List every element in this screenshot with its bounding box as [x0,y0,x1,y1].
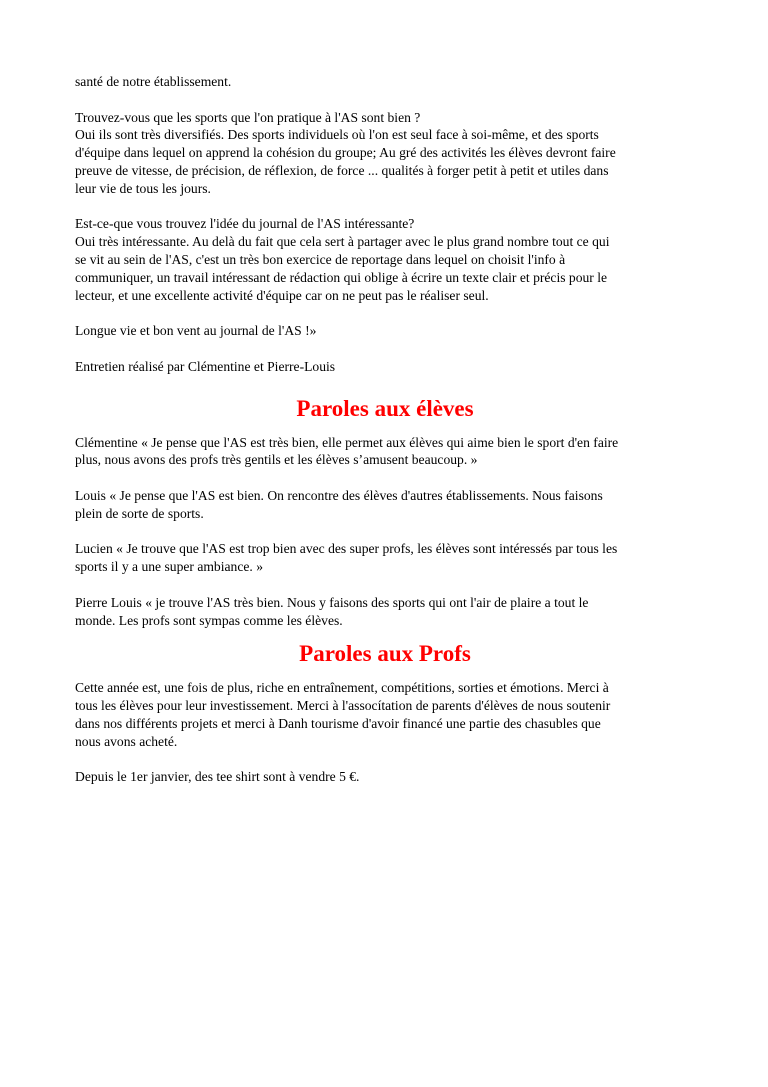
text-line: Longue vie et bon vent au journal de l'AS !» [75,323,317,339]
text-line: monde. Les profs sont sympas comme les élèves. [75,612,343,628]
text-line: communiquer, un travail intéressant de rédaction qui oblige à écrire un texte clair et précis pour le [75,269,608,285]
profs-paragraph [75,768,695,786]
text-line: santé de notre établissement. [75,74,232,89]
text-line: dans nos différents projets et merci à Danh tourisme d'avoir financé une partie des chasubles que [75,715,601,731]
text-line: Entretien réalisé par Clémentine et Pierre-Louis [75,358,336,374]
text-line: Depuis le 1er janvier, des tee shirt sont à vendre 5 €. [75,769,360,785]
student-quote [75,434,695,470]
text-line: tous les élèves pour leur investissement. Merci à l'assocítation de parents d'élèves de nous soutenir [75,698,611,714]
text-line: se vit au sein de l'AS, c'est un très bon exercice de reportage dans lequel on choisit l'info à [75,251,566,267]
document-page [75,73,695,804]
text-line: Lucien « Je trouve que l'AS est trop bien avec des super profs, les élèves sont intéressés par tous les [75,541,618,557]
student-quote [75,487,695,523]
qa-block [75,215,695,304]
student-quote [75,594,695,630]
text-line: sports il y a une super ambiance. » [75,559,263,575]
students-section-heading: Paroles aux élèves [296,395,474,421]
text-line: plein de sorte de sports. [75,505,204,521]
text-line: nous avons acheté. [75,733,178,749]
text-line: preuve de vitesse, de précision, de réflexion, de force ... qualités à forger petit à petit et utiles dans [75,162,609,178]
text-line: Cette année est, une fois de plus, riche en entraînement, compétitions, sorties et émotions. Merci à [75,680,609,696]
text-line: d'équipe dans lequel on apprend la cohésion du groupe; Au gré des activités les élèves devront faire [75,145,616,161]
interview-credit [75,358,695,376]
text-line: Louis « Je pense que l'AS est bien. On rencontre des élèves d'autres établissements. Nous faisons [75,487,603,503]
text-line: Oui très intéressante. Au delà du fait que cela sert à partager avec le plus grand nombre tout ce qui [75,234,610,250]
profs-section-heading: Paroles aux Profs [299,641,471,667]
qa-block [75,109,695,198]
interview-question: Est-ce-que vous trouvez l'idée du journal de l'AS intéressante? [75,216,415,232]
text-line: plus, nous avons des profs très gentils et les élèves s’amusent beaucoup. » [75,452,478,468]
text-line: lecteur, et une excellente activité d'équipe car on ne peut pas le réaliser seul. [75,287,489,303]
interview-question: Trouvez-vous que les sports que l'on pratique à l'AS sont bien ? [75,109,421,125]
text-line: Clémentine « Je pense que l'AS est très bien, elle permet aux élèves qui aime bien le sport d'en faire [75,434,619,450]
profs-paragraph [75,679,695,750]
text-line: Pierre Louis « je trouve l'AS très bien. Nous y faisons des sports qui ont l'air de plaire a tout le [75,594,589,610]
text-line: Oui ils sont très diversifiés. Des sports individuels où l'on est seul face à soi-même, et des sports [75,127,599,143]
intro-paragraph [75,73,695,91]
sign-off [75,322,695,340]
text-line: leur vie de tous les jours. [75,180,211,196]
student-quote [75,540,695,576]
